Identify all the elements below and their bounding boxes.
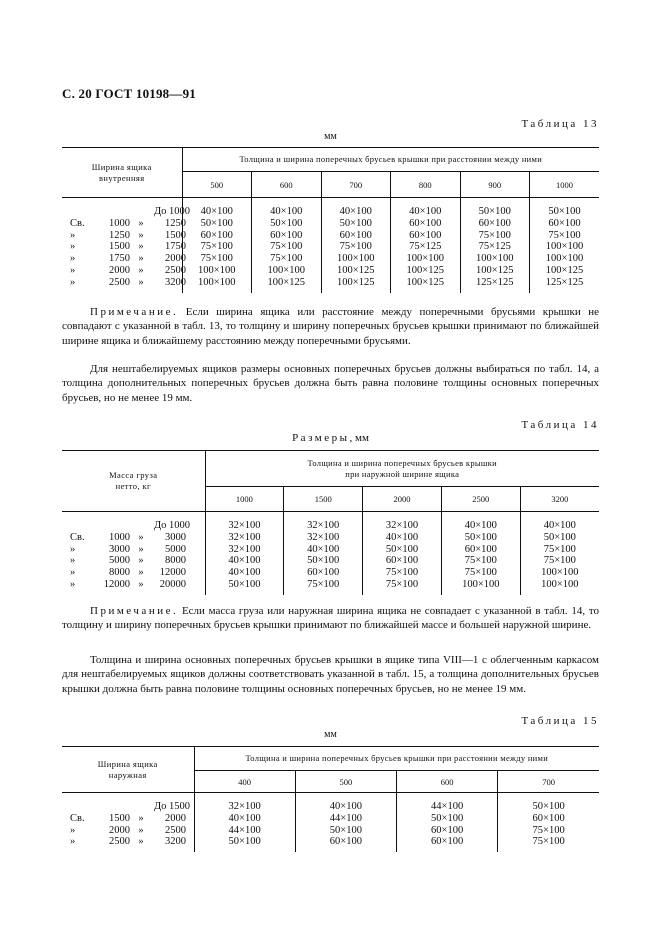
row-label: » 5000 » 8000 <box>62 555 205 567</box>
table-14-caption: Таблица 14 <box>521 419 599 431</box>
table-15-span-header: Толщина и ширина поперечных брусьев крышки при расстоянии между ними <box>194 747 599 771</box>
table-cell: 75×100 <box>460 230 530 242</box>
table-cell: 100×100 <box>441 579 520 591</box>
table-cell: 40×100 <box>205 567 284 579</box>
table-cell: 32×100 <box>194 801 295 813</box>
row-label: » 3000 » 5000 <box>62 544 205 556</box>
table-cell: 40×100 <box>182 206 252 218</box>
table-cell: 60×100 <box>252 230 322 242</box>
table-cell: 40×100 <box>205 555 284 567</box>
table-cell: 50×100 <box>295 825 396 837</box>
table-cell: 50×100 <box>321 218 391 230</box>
table-cell: 100×100 <box>545 241 584 253</box>
table-cell: 60×100 <box>397 825 498 837</box>
row-label: » 8000 » 12000 <box>62 567 205 579</box>
table-15-units: мм <box>324 729 337 740</box>
table-cell: 75×100 <box>543 555 576 567</box>
table-row <box>62 230 599 242</box>
note-label: Примечание. <box>90 306 179 318</box>
table-cell: 100×125 <box>321 265 391 277</box>
table-cell: 40×100 <box>284 544 363 556</box>
table-15 <box>62 746 599 852</box>
table-14 <box>62 450 599 595</box>
paragraph-1: Для нештабелируемых ящиков размеры основных поперечных брусьев должны выбираться по табл. 14, а толщина дополнительных поперечных брусьев должна быть равна половине толщины основных поперечных брусьев, но не менее 19 мм. <box>62 363 599 404</box>
table-13-units: мм <box>324 131 337 142</box>
table-cell: 44×100 <box>397 801 498 813</box>
table-cell: 40×100 <box>194 813 295 825</box>
column-header: 1000 <box>205 487 284 512</box>
table-cell: 60×100 <box>460 218 530 230</box>
table-cell: 40×100 <box>295 801 396 813</box>
table-13-span-header: Толщина и ширина поперечных брусьев крышки при расстоянии между ними <box>182 148 599 172</box>
table-cell: 50×100 <box>252 218 322 230</box>
table-cell: 32×100 <box>363 520 442 532</box>
table-cell: 75×100 <box>441 555 520 567</box>
table-cell: 50×100 <box>397 813 498 825</box>
table-cell: 75×100 <box>548 229 581 241</box>
row-label: » 1750 » 2000 <box>62 253 182 265</box>
table-cell: 40×100 <box>321 206 391 218</box>
table-cell: 40×100 <box>543 520 576 531</box>
table-cell: 125×125 <box>460 277 530 289</box>
table-cell: 32×100 <box>284 532 363 544</box>
table-cell: 60×100 <box>295 836 396 848</box>
note-label: Примечание. <box>90 605 179 617</box>
row-label: » 2000 » 2500 <box>62 825 194 837</box>
table-cell: 60×100 <box>441 544 520 556</box>
table-cell: 50×100 <box>363 544 442 556</box>
row-label: До 1000 <box>62 206 182 218</box>
table-cell: 40×100 <box>441 520 520 532</box>
table-row <box>62 544 599 556</box>
table-row <box>62 532 599 544</box>
table-cell: 100×100 <box>541 567 579 579</box>
column-header: 3200 <box>520 487 599 512</box>
table-cell: 75×100 <box>252 241 322 253</box>
column-header: 2000 <box>363 487 442 512</box>
table-row <box>62 579 599 591</box>
column-header: 500 <box>182 172 252 198</box>
table-cell: 32×100 <box>205 532 284 544</box>
table-15-caption: Таблица 15 <box>521 715 599 727</box>
table-cell: 50×100 <box>441 532 520 544</box>
table-cell: 32×100 <box>205 520 284 532</box>
column-header: 400 <box>194 771 295 793</box>
note-text: Если ширина ящика или расстояние между поперечными брусьями крышки не совпадают с указанной в табл. 13, то толщину и ширину поперечных брусьев крышки принимают по ближайшей ширине ящика и ближайшему расстоянию между поперечными брусьями. <box>62 306 599 347</box>
table-cell: 100×100 <box>182 265 252 277</box>
table-row <box>62 277 599 289</box>
table-cell: 75×100 <box>182 253 252 265</box>
table-cell: 40×100 <box>363 532 442 544</box>
table-cell: 100×100 <box>541 578 579 590</box>
column-header: 700 <box>498 771 599 793</box>
column-header: 500 <box>295 771 396 793</box>
table-cell: 40×100 <box>391 206 461 218</box>
table-cell: 60×100 <box>284 567 363 579</box>
table-cell: 44×100 <box>194 825 295 837</box>
note-text: Если масса груза или наружная ширина ящика не совпадает с указанной в табл. 14, то толщину и ширину поперечных брусьев крышки принимают по ближайшей массе и большей наружной ширине. <box>62 605 599 632</box>
table-cell: 75×125 <box>460 241 530 253</box>
table-row <box>62 813 599 825</box>
table-cell: 75×100 <box>441 567 520 579</box>
table-cell: 50×100 <box>548 206 581 217</box>
table-cell: 32×100 <box>284 520 363 532</box>
table-cell: 60×100 <box>321 230 391 242</box>
table-cell: 50×100 <box>543 531 576 543</box>
table-cell: 44×100 <box>295 813 396 825</box>
table-cell: 75×100 <box>363 579 442 591</box>
column-header: 800 <box>391 172 461 198</box>
table-cell: 100×100 <box>391 253 461 265</box>
table-cell: 75×100 <box>252 253 322 265</box>
table-row <box>62 253 599 265</box>
table-cell: 100×125 <box>391 265 461 277</box>
table-cell: 100×125 <box>391 277 461 289</box>
row-label: » 12000 » 20000 <box>62 579 205 591</box>
table-cell: 100×125 <box>252 277 322 289</box>
page-header: С. 20 ГОСТ 10198—91 <box>62 86 196 101</box>
table-cell: 125×125 <box>545 276 584 288</box>
table-cell: 60×100 <box>397 836 498 848</box>
column-header: 1500 <box>284 487 363 512</box>
table-cell: 50×100 <box>284 555 363 567</box>
table-cell: 50×100 <box>205 579 284 591</box>
table-cell: 100×125 <box>321 277 391 289</box>
table-cell: 50×100 <box>532 801 565 812</box>
table-13-note <box>62 305 599 348</box>
table-row <box>62 520 599 532</box>
row-label: » 1500 » 1750 <box>62 241 182 253</box>
column-header: 700 <box>321 172 391 198</box>
row-label: Св. 1000 » 3000 <box>62 532 205 544</box>
row-label: До 1500 <box>62 801 194 813</box>
paragraph-2: Толщина и ширина основных поперечных брусьев крышки в ящике типа VIII—1 с облегченным каркасом для нештабелируемых ящиков должны соответствовать указанной в табл. 15, а толщина дополнительных брусьев крышки должна быть равна половине толщины основных поперечных брусьев, но не менее 19 мм. <box>62 654 599 695</box>
row-label: » 2500 » 3200 <box>62 277 182 289</box>
table-cell: 50×100 <box>460 206 530 218</box>
column-header: 1000 <box>530 172 600 198</box>
row-label: » 2500 » 3200 <box>62 836 194 848</box>
column-header: 900 <box>460 172 530 198</box>
table-13 <box>62 147 599 293</box>
table-row <box>62 567 599 579</box>
table-cell: 75×100 <box>182 241 252 253</box>
units-word: Размеры <box>292 432 350 444</box>
table-15-stub-header: Ширина ящика наружная <box>62 747 194 793</box>
table-row <box>62 555 599 567</box>
row-label: Св. 1000 » 1250 <box>62 218 182 230</box>
table-cell: 75×100 <box>532 836 565 848</box>
table-cell: 100×100 <box>321 253 391 265</box>
table-cell: 75×100 <box>543 543 576 555</box>
table-cell: 60×100 <box>391 218 461 230</box>
units-suffix: , мм <box>349 432 369 444</box>
column-header: 2500 <box>441 487 520 512</box>
table-cell: 75×100 <box>284 579 363 591</box>
row-label: До 1000 <box>62 520 205 532</box>
table-cell: 75×125 <box>391 241 461 253</box>
row-label: » 1250 » 1500 <box>62 230 182 242</box>
table-cell: 100×100 <box>460 253 530 265</box>
table-row <box>62 825 599 837</box>
table-cell: 60×100 <box>391 230 461 242</box>
table-cell: 60×100 <box>363 555 442 567</box>
table-cell: 60×100 <box>182 230 252 242</box>
table-13-caption: Таблица 13 <box>521 118 599 130</box>
table-cell: 40×100 <box>252 206 322 218</box>
table-cell: 75×100 <box>532 824 565 836</box>
table-cell: 50×100 <box>182 218 252 230</box>
row-label: Св. 1500 » 2000 <box>62 813 194 825</box>
table-cell: 50×100 <box>194 836 295 848</box>
table-row <box>62 801 599 813</box>
table-14-stub-header: Масса груза нетто, кг <box>62 451 205 512</box>
table-13-stub-header: Ширина ящика внутренняя <box>62 148 182 198</box>
table-cell: 100×100 <box>252 265 322 277</box>
table-row <box>62 836 599 848</box>
column-header: 600 <box>252 172 322 198</box>
table-14-units <box>62 432 599 444</box>
table-cell: 100×100 <box>182 277 252 289</box>
table-row <box>62 265 599 277</box>
table-row <box>62 218 599 230</box>
column-header: 600 <box>397 771 498 793</box>
table-cell: 60×100 <box>548 217 581 229</box>
table-cell: 60×100 <box>532 812 565 824</box>
table-14-span-header: Толщина и ширина поперечных брусьев крышки при наружной ширине ящика <box>205 451 599 487</box>
table-cell: 32×100 <box>205 544 284 556</box>
table-cell: 100×125 <box>545 264 584 276</box>
table-row <box>62 241 599 253</box>
table-cell: 100×125 <box>460 265 530 277</box>
row-label: » 2000 » 2500 <box>62 265 182 277</box>
table-cell: 75×100 <box>363 567 442 579</box>
table-14-note <box>62 604 599 633</box>
table-cell: 75×100 <box>321 241 391 253</box>
table-row <box>62 206 599 218</box>
table-cell: 100×100 <box>545 253 584 265</box>
